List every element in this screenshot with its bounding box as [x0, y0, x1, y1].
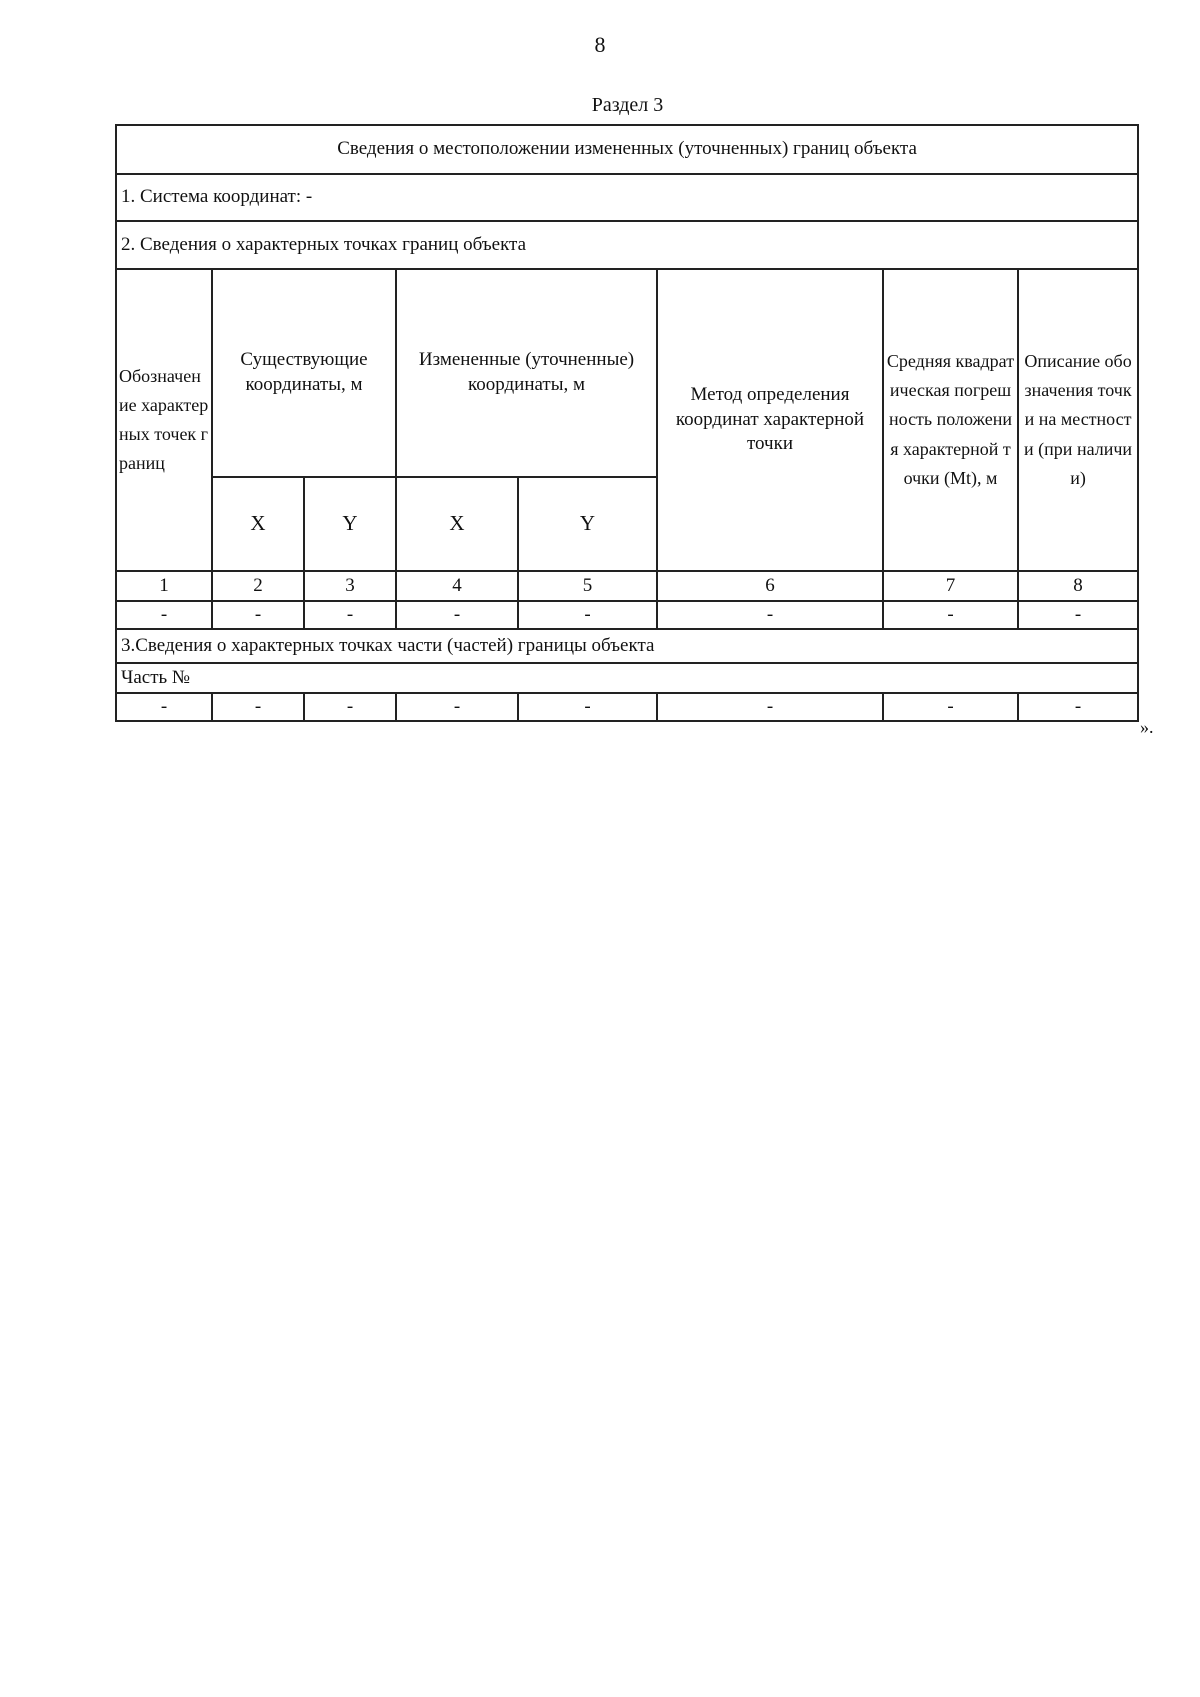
table-row: [116, 693, 1138, 721]
table-cell: -: [116, 601, 212, 629]
column-number: 3: [304, 571, 396, 601]
points-heading-row: [116, 221, 1138, 269]
table-cell: -: [304, 601, 396, 629]
header-description: Описание обозначения точки на местности (при наличии): [1018, 269, 1138, 571]
table-cell: -: [396, 601, 518, 629]
table-cell: -: [518, 693, 657, 721]
header-existing-x: X: [212, 477, 304, 571]
coord-system-row: [116, 174, 1138, 221]
header-changed-coords: Измененные (уточненные) координаты, м: [396, 269, 657, 477]
header-existing-y: Y: [304, 477, 396, 571]
header-changed-x: X: [396, 477, 518, 571]
coord-system: 1. Система координат: -: [116, 174, 1138, 221]
table-cell: -: [116, 693, 212, 721]
column-number: 2: [212, 571, 304, 601]
table-cell: -: [304, 693, 396, 721]
part-label-row: [116, 663, 1138, 693]
title-row: [116, 125, 1138, 174]
header-existing-coords: Существующие координаты, м: [212, 269, 396, 477]
table-cell: -: [212, 693, 304, 721]
header-designation: Обозначение характерных точек границ: [116, 269, 212, 571]
table-cell: -: [212, 601, 304, 629]
table-cell: -: [396, 693, 518, 721]
header-mean-error: Средняя квадратическая погрешность положения характерной точки (Mt), м: [883, 269, 1018, 571]
boundary-table: [115, 124, 1139, 722]
parts-heading-row: [116, 629, 1138, 663]
page-number: 8: [594, 32, 606, 57]
table-title: Сведения о местоположении измененных (уточненных) границ объекта: [116, 125, 1138, 174]
table-cell: -: [1018, 693, 1138, 721]
column-number: 4: [396, 571, 518, 601]
column-number: 5: [518, 571, 657, 601]
table-cell: -: [883, 693, 1018, 721]
column-number: 1: [116, 571, 212, 601]
column-number: 8: [1018, 571, 1138, 601]
column-number-row: [116, 571, 1138, 601]
table-cell: -: [657, 693, 883, 721]
header-method: Метод определения координат характерной точки: [657, 269, 883, 571]
column-number: 7: [883, 571, 1018, 601]
column-number: 6: [657, 571, 883, 601]
part-label: Часть №: [116, 663, 1138, 693]
header-changed-y: Y: [518, 477, 657, 571]
table-cell: -: [1018, 601, 1138, 629]
table-cell: -: [657, 601, 883, 629]
header-row-1: [116, 269, 1138, 477]
table-row: [116, 601, 1138, 629]
section-label: Раздел 3: [591, 94, 664, 116]
table-cell: -: [883, 601, 1018, 629]
parts-heading: 3.Сведения о характерных точках части (частей) границы объекта: [116, 629, 1138, 663]
table-cell: -: [518, 601, 657, 629]
closing-quote-mark: ».: [1140, 717, 1154, 737]
points-heading: 2. Сведения о характерных точках границ объекта: [116, 221, 1138, 269]
